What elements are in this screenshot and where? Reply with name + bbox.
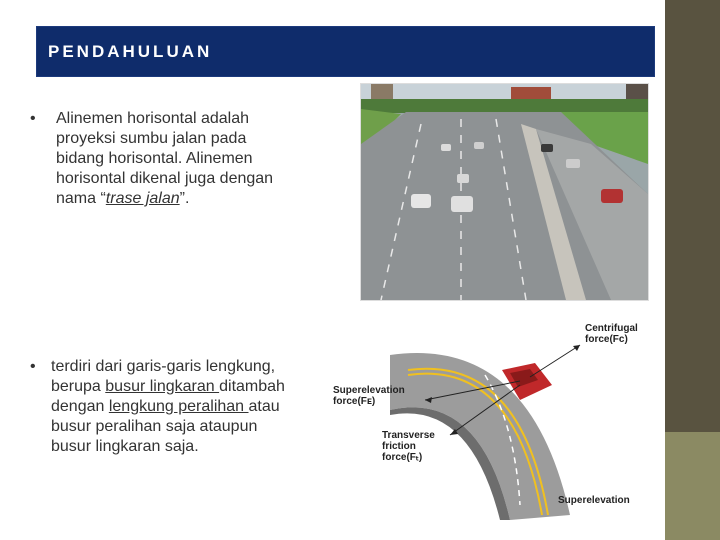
superelevation-bottom-label: Superelevation — [558, 495, 630, 506]
superelevation-force-label: Superelevation force(Fᴇ) — [333, 385, 405, 407]
superelevation-diagram — [330, 315, 665, 520]
bullet-composition — [51, 357, 296, 457]
bullet-marker: • — [30, 358, 36, 375]
centrifugal-label: Centrifugal force(Fᴄ) — [585, 323, 638, 345]
bullet-definition — [56, 109, 296, 209]
highway-photo-image — [361, 84, 648, 300]
link-busur-lingkaran[interactable]: busur lingkaran — [105, 378, 220, 395]
bullet-text: terdiri dari garis-garis lengkung, berupa — [51, 358, 276, 395]
transverse-friction-label: Transverse friction force(Fₜ) — [382, 430, 435, 463]
page-title: PENDAHULUAN — [48, 42, 213, 61]
road-curve-illustration — [330, 315, 665, 520]
link-lengkung-peralihan[interactable]: lengkung peralihan — [108, 398, 249, 415]
side-decoration-band-lower — [665, 432, 720, 540]
bullet-text: Alinemen horisontal adalah proyeksi sumbu jalan pada bidang horisontal. Alinemen horisontal dikenal juga dengan nama “ — [56, 110, 274, 207]
bullet-marker: • — [30, 110, 36, 127]
highway-photo — [360, 83, 649, 301]
bullet-text: atau busur peralihan saja ataupun busur lingkaran saja. — [51, 398, 280, 455]
bullet-text: ditambah dengan — [51, 378, 285, 415]
title-bar — [36, 26, 655, 77]
bullet-text-end: ”. — [179, 190, 190, 207]
emphasis-term: trase jalan — [105, 190, 180, 207]
